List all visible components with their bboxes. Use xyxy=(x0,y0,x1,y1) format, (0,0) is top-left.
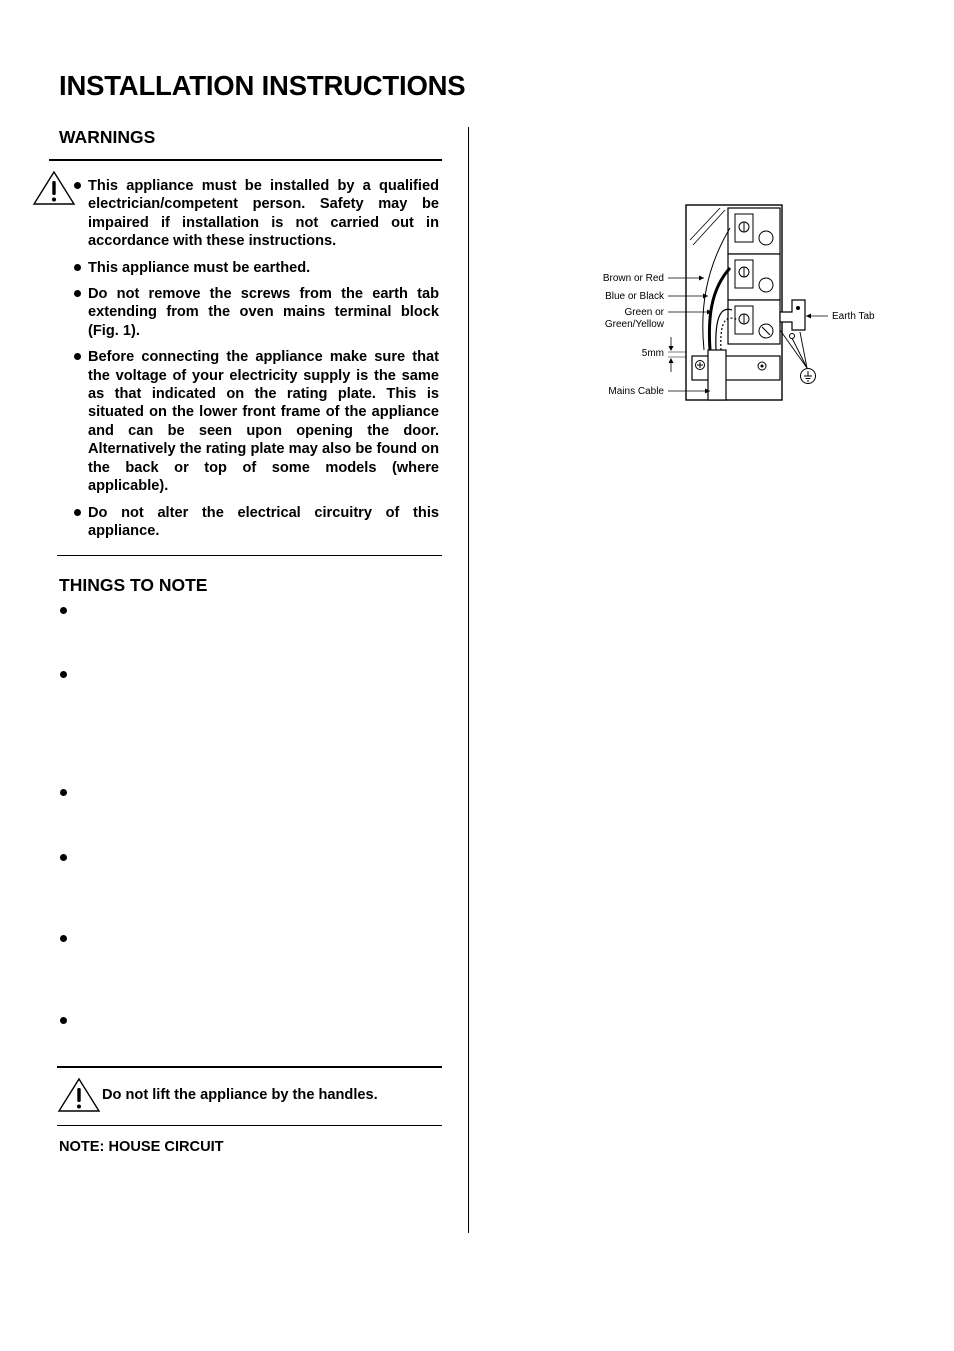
warnings-top-rule xyxy=(49,159,442,161)
page-title: INSTALLATION INSTRUCTIONS xyxy=(59,70,466,101)
terminal-block-2 xyxy=(728,254,780,300)
label-blue-or-black: Blue or Black xyxy=(605,291,664,302)
note-bullet-icon xyxy=(60,607,67,614)
warnings-bottom-rule xyxy=(57,555,442,556)
earth-symbol-icon xyxy=(801,369,816,384)
warning-item: This appliance must be earthed. xyxy=(74,259,439,277)
label-5mm: 5mm xyxy=(641,348,664,359)
label-mains-cable: Mains Cable xyxy=(608,386,664,397)
label-green: Green or xyxy=(624,307,664,318)
note-bullet-icon xyxy=(60,854,67,861)
column-divider xyxy=(468,127,469,1233)
note-bullet-icon xyxy=(60,1017,67,1024)
label-brown-or-red: Brown or Red xyxy=(602,273,664,284)
terminal-block-1 xyxy=(728,208,780,254)
note-bullet-icon xyxy=(60,671,67,678)
bullet-icon xyxy=(74,353,81,360)
things-to-note-heading: THINGS TO NOTE xyxy=(59,575,208,595)
house-circuit-heading: NOTE: HOUSE CIRCUIT xyxy=(59,1139,224,1155)
terminal-block-3 xyxy=(728,300,780,344)
label-green-yellow: Green/Yellow xyxy=(604,319,664,330)
bullet-icon xyxy=(74,509,81,516)
warnings-heading: WARNINGS xyxy=(59,127,156,147)
caution-bottom-rule xyxy=(57,1125,442,1126)
warning-item: Do not alter the electrical circuitry of this appliance. xyxy=(74,504,439,541)
caution-top-rule xyxy=(57,1066,442,1068)
bullet-icon xyxy=(74,264,81,271)
mains-cable xyxy=(708,350,726,400)
bullet-icon xyxy=(74,182,81,189)
warning-item: Before connecting the appliance make sure that the voltage of your electricity supply is the same as that indicated on the rating plate. This is situated on the lower front frame of the appliance and can be seen upon opening the door. Alternatively the rating plate may also be found on the back or top of some models (where applicable). xyxy=(74,348,439,495)
cable-clamp xyxy=(692,356,780,380)
terminal-block-diagram xyxy=(600,200,880,405)
warning-item: This appliance must be installed by a qualified electrician/competent person. Safety may be impaired if installation is not carried out in accordance with these instructions. xyxy=(74,177,439,251)
warning-triangle-icon xyxy=(57,1077,101,1113)
earth-tab xyxy=(780,300,807,368)
caution-text: Do not lift the appliance by the handles. xyxy=(102,1087,378,1103)
note-bullet-icon xyxy=(60,935,67,942)
note-bullet-icon xyxy=(60,789,67,796)
warning-triangle-icon xyxy=(32,170,76,206)
bullet-icon xyxy=(74,290,81,297)
warnings-list xyxy=(74,177,439,548)
warning-item: Do not remove the screws from the earth tab extending from the oven mains terminal block (Fig. 1). xyxy=(74,285,439,340)
label-earth-tab: Earth Tab xyxy=(832,311,875,322)
